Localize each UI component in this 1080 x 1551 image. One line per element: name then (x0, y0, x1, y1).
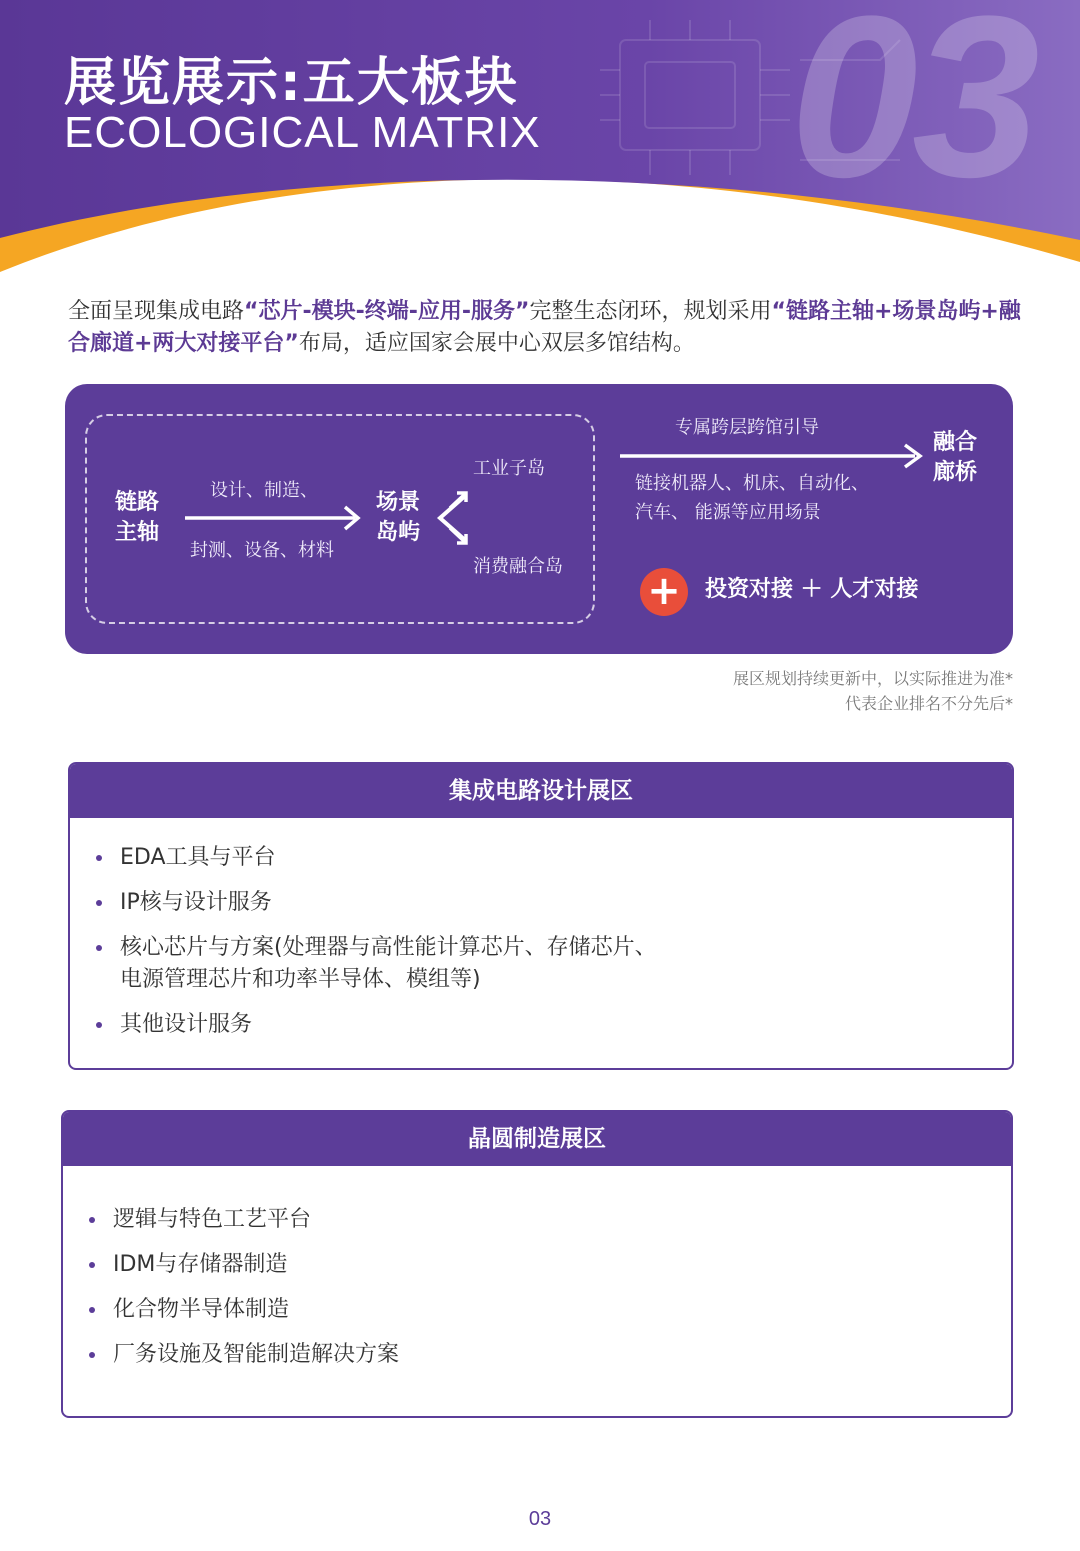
zone-card-wafer (61, 1110, 1013, 1418)
intro-highlight-2: “链路主轴+场景岛屿+融合廊道+两大对接平台” (68, 299, 1021, 356)
main-axis-label-2: 主轴 (115, 520, 160, 545)
main-axis-label-1: 链路 (115, 490, 160, 515)
list-item: IDM与存储器制造 (87, 1249, 1011, 1281)
section-number-watermark: 03 (790, 0, 1034, 225)
link-text-1: 链接机器人、机床、自动化、 (635, 473, 869, 494)
intro-text-2: 完整生态闭环，规划采用 (529, 299, 772, 324)
zone-title: 晶圆制造展区 (63, 1112, 1011, 1166)
list-item: EDA工具与平台 (94, 842, 1012, 874)
intro-text-3: 布局，适应国家会展中心双层多馆结构。 (298, 331, 695, 356)
page-title: 展览展示:五大板块 (64, 53, 519, 113)
branch-up-arrow (450, 493, 466, 508)
link-text-2: 汽车、 能源等应用场景 (635, 502, 821, 523)
layout-diagram (65, 384, 1013, 654)
page-subtitle: ECOLOGICAL MATRIX (64, 108, 541, 157)
consumer-island-label: 消费融合岛 (473, 556, 563, 577)
industrial-island-label: 工业子岛 (473, 458, 545, 479)
branch-down-arrow (450, 528, 466, 543)
island-label-1: 场景 (376, 490, 421, 515)
list-item (94, 932, 1012, 996)
zone-item-list (63, 1166, 1011, 1371)
diagram-arrows (65, 384, 1013, 654)
arrow-label-bottom: 封测、设备、材料 (190, 540, 334, 561)
zone-title: 集成电路设计展区 (70, 764, 1012, 818)
list-item: 其他设计服务 (94, 1009, 1012, 1041)
zone-card-design (68, 762, 1014, 1070)
page-number: 03 (528, 1508, 552, 1530)
list-item: 厂务设施及智能制造解决方案 (87, 1339, 1011, 1371)
footnote-2: 代表企业排名不分先后* (844, 694, 1013, 713)
intro-highlight-1: “芯片-模块-终端-应用-服务” (244, 299, 530, 324)
list-item: 逻辑与特色工艺平台 (87, 1204, 1011, 1236)
list-item: IP核与设计服务 (94, 887, 1012, 919)
corridor-label-2: 廊桥 (933, 460, 978, 485)
arrow-label-top: 设计、制造、 (210, 480, 318, 501)
platform-label: 投资对接 ＋ 人才对接 (705, 577, 919, 602)
plus-icon: + (640, 568, 688, 616)
branch-chevron (440, 496, 465, 540)
zone-item-list (70, 818, 1012, 1041)
footnote-1: 展区规划持续更新中，以实际推进为准* (732, 669, 1013, 688)
intro-text-1: 全面呈现集成电路 (68, 299, 245, 324)
list-item: 化合物半导体制造 (87, 1294, 1011, 1326)
intro-paragraph (68, 296, 1028, 360)
list-item-line-2: 电源管理芯片和功率半导体、模组等) (120, 967, 481, 992)
corridor-label-1: 融合 (933, 430, 978, 455)
island-label-2: 岛屿 (376, 520, 421, 545)
list-item-line-1: 核心芯片与方案(处理器与高性能计算芯片、存储芯片、 (120, 935, 657, 960)
page-header (0, 0, 1080, 290)
guide-label: 专属跨层跨馆引导 (675, 417, 819, 438)
footnotes (733, 666, 1013, 716)
